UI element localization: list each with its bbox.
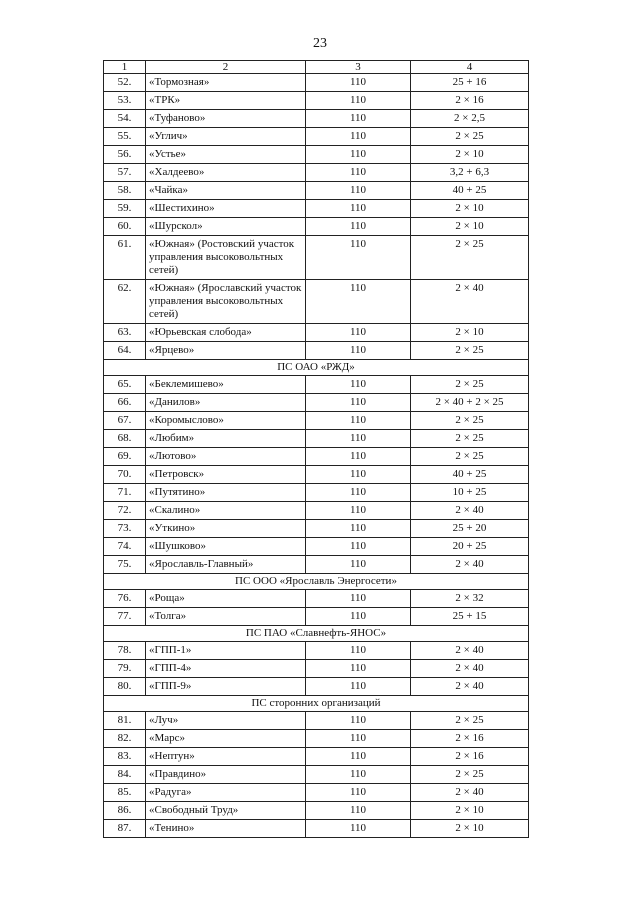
substation-name: «Правдино» — [146, 766, 306, 784]
capacity-cell: 2 × 10 — [411, 200, 529, 218]
substation-name: «ГПП-4» — [146, 660, 306, 678]
voltage-cell: 110 — [306, 802, 411, 820]
table-row — [104, 218, 529, 236]
substation-name: «Ярославль-Главный» — [146, 556, 306, 574]
substation-name: «Путятино» — [146, 484, 306, 502]
voltage-cell: 110 — [306, 280, 411, 324]
substation-name: «Углич» — [146, 128, 306, 146]
section-title: ПС ОАО «РЖД» — [104, 360, 529, 376]
row-number: 82. — [104, 730, 146, 748]
capacity-cell: 2 × 25 — [411, 236, 529, 280]
voltage-cell: 110 — [306, 200, 411, 218]
row-number: 63. — [104, 324, 146, 342]
section-header-row — [104, 360, 529, 376]
substation-name: «Туфаново» — [146, 110, 306, 128]
capacity-cell: 2 × 40 — [411, 642, 529, 660]
voltage-cell: 110 — [306, 110, 411, 128]
row-number: 70. — [104, 466, 146, 484]
row-number: 87. — [104, 820, 146, 838]
voltage-cell: 110 — [306, 430, 411, 448]
capacity-cell: 2 × 25 — [411, 412, 529, 430]
capacity-cell: 2 × 16 — [411, 748, 529, 766]
row-number: 66. — [104, 394, 146, 412]
table-row — [104, 324, 529, 342]
table-row — [104, 342, 529, 360]
substation-name: «Данилов» — [146, 394, 306, 412]
table-row — [104, 678, 529, 696]
row-number: 72. — [104, 502, 146, 520]
capacity-cell: 2 × 10 — [411, 146, 529, 164]
substation-name: «Нептун» — [146, 748, 306, 766]
capacity-cell: 2 × 25 — [411, 712, 529, 730]
capacity-cell: 2 × 2,5 — [411, 110, 529, 128]
table-row — [104, 556, 529, 574]
table-row — [104, 200, 529, 218]
row-number: 56. — [104, 146, 146, 164]
table-body — [104, 74, 529, 838]
voltage-cell: 110 — [306, 712, 411, 730]
capacity-cell: 25 + 20 — [411, 520, 529, 538]
capacity-cell: 25 + 15 — [411, 608, 529, 626]
section-header-row — [104, 696, 529, 712]
voltage-cell: 110 — [306, 730, 411, 748]
voltage-cell: 110 — [306, 466, 411, 484]
substation-name: «Петровск» — [146, 466, 306, 484]
table-row — [104, 376, 529, 394]
table-row — [104, 182, 529, 200]
section-header-row — [104, 626, 529, 642]
capacity-cell: 40 + 25 — [411, 182, 529, 200]
capacity-cell: 2 × 25 — [411, 342, 529, 360]
table-row — [104, 748, 529, 766]
column-header: 2 — [146, 61, 306, 74]
row-number: 79. — [104, 660, 146, 678]
row-number: 68. — [104, 430, 146, 448]
row-number: 65. — [104, 376, 146, 394]
substation-name: «Шестихино» — [146, 200, 306, 218]
voltage-cell: 110 — [306, 484, 411, 502]
capacity-cell: 2 × 25 — [411, 766, 529, 784]
capacity-cell: 2 × 25 — [411, 448, 529, 466]
section-header-row — [104, 574, 529, 590]
table-row — [104, 236, 529, 280]
row-number: 69. — [104, 448, 146, 466]
table-row — [104, 466, 529, 484]
voltage-cell: 110 — [306, 820, 411, 838]
table-row — [104, 802, 529, 820]
capacity-cell: 3,2 + 6,3 — [411, 164, 529, 182]
substation-name: «Устье» — [146, 146, 306, 164]
capacity-cell: 2 × 16 — [411, 92, 529, 110]
table-row — [104, 448, 529, 466]
substation-name: «Коромыслово» — [146, 412, 306, 430]
capacity-cell: 2 × 40 — [411, 678, 529, 696]
row-number: 61. — [104, 236, 146, 280]
row-number: 53. — [104, 92, 146, 110]
substation-name: «Уткино» — [146, 520, 306, 538]
row-number: 74. — [104, 538, 146, 556]
voltage-cell: 110 — [306, 74, 411, 92]
row-number: 78. — [104, 642, 146, 660]
table-header-row — [104, 61, 529, 74]
voltage-cell: 110 — [306, 412, 411, 430]
voltage-cell: 110 — [306, 218, 411, 236]
table-row — [104, 280, 529, 324]
voltage-cell: 110 — [306, 748, 411, 766]
substation-name: «Луч» — [146, 712, 306, 730]
voltage-cell: 110 — [306, 236, 411, 280]
row-number: 58. — [104, 182, 146, 200]
substation-name: «Толга» — [146, 608, 306, 626]
substation-name: «Шушково» — [146, 538, 306, 556]
table-row — [104, 430, 529, 448]
column-header: 1 — [104, 61, 146, 74]
table-row — [104, 642, 529, 660]
capacity-cell: 20 + 25 — [411, 538, 529, 556]
voltage-cell: 110 — [306, 394, 411, 412]
substation-name: «Южная» (Ярославский участок управления высоковольтных сетей) — [146, 280, 306, 324]
capacity-cell: 2 × 10 — [411, 324, 529, 342]
voltage-cell: 110 — [306, 448, 411, 466]
substation-name: «Тормозная» — [146, 74, 306, 92]
table-row — [104, 520, 529, 538]
voltage-cell: 110 — [306, 556, 411, 574]
table-row — [104, 394, 529, 412]
capacity-cell: 2 × 40 — [411, 660, 529, 678]
voltage-cell: 110 — [306, 128, 411, 146]
substation-name: «Радуга» — [146, 784, 306, 802]
table-row — [104, 820, 529, 838]
substation-name: «Шурскол» — [146, 218, 306, 236]
section-title: ПС ПАО «Славнефть-ЯНОС» — [104, 626, 529, 642]
capacity-cell: 2 × 40 — [411, 280, 529, 324]
table-row — [104, 502, 529, 520]
section-title: ПС сторонних организаций — [104, 696, 529, 712]
row-number: 67. — [104, 412, 146, 430]
row-number: 86. — [104, 802, 146, 820]
row-number: 59. — [104, 200, 146, 218]
substation-name: «Любим» — [146, 430, 306, 448]
substation-name: «Скалино» — [146, 502, 306, 520]
capacity-cell: 40 + 25 — [411, 466, 529, 484]
table-row — [104, 164, 529, 182]
table-row — [104, 412, 529, 430]
voltage-cell: 110 — [306, 678, 411, 696]
capacity-cell: 2 × 10 — [411, 802, 529, 820]
row-number: 54. — [104, 110, 146, 128]
voltage-cell: 110 — [306, 92, 411, 110]
row-number: 60. — [104, 218, 146, 236]
row-number: 64. — [104, 342, 146, 360]
row-number: 75. — [104, 556, 146, 574]
substation-name: «Свободный Труд» — [146, 802, 306, 820]
capacity-cell: 2 × 40 — [411, 784, 529, 802]
table-row — [104, 712, 529, 730]
table-row — [104, 128, 529, 146]
row-number: 81. — [104, 712, 146, 730]
table-row — [104, 590, 529, 608]
voltage-cell: 110 — [306, 642, 411, 660]
table-row — [104, 660, 529, 678]
capacity-cell: 10 + 25 — [411, 484, 529, 502]
voltage-cell: 110 — [306, 164, 411, 182]
voltage-cell: 110 — [306, 784, 411, 802]
capacity-cell: 2 × 40 — [411, 556, 529, 574]
voltage-cell: 110 — [306, 660, 411, 678]
row-number: 62. — [104, 280, 146, 324]
voltage-cell: 110 — [306, 608, 411, 626]
voltage-cell: 110 — [306, 590, 411, 608]
table-row — [104, 730, 529, 748]
table-row — [104, 766, 529, 784]
substation-name: «Тенино» — [146, 820, 306, 838]
substation-name: «Беклемишево» — [146, 376, 306, 394]
capacity-cell: 2 × 25 — [411, 430, 529, 448]
voltage-cell: 110 — [306, 324, 411, 342]
table-row — [104, 74, 529, 92]
voltage-cell: 110 — [306, 146, 411, 164]
capacity-cell: 2 × 10 — [411, 820, 529, 838]
substation-name: «ГПП-9» — [146, 678, 306, 696]
capacity-cell: 2 × 40 + 2 × 25 — [411, 394, 529, 412]
voltage-cell: 110 — [306, 766, 411, 784]
row-number: 57. — [104, 164, 146, 182]
page-number: 23 — [313, 36, 327, 51]
voltage-cell: 110 — [306, 520, 411, 538]
voltage-cell: 110 — [306, 342, 411, 360]
voltage-cell: 110 — [306, 376, 411, 394]
row-number: 55. — [104, 128, 146, 146]
capacity-cell: 2 × 32 — [411, 590, 529, 608]
table-row — [104, 484, 529, 502]
row-number: 84. — [104, 766, 146, 784]
substation-name: «Юрьевская слобода» — [146, 324, 306, 342]
row-number: 76. — [104, 590, 146, 608]
row-number: 85. — [104, 784, 146, 802]
column-header: 3 — [306, 61, 411, 74]
voltage-cell: 110 — [306, 502, 411, 520]
table-row — [104, 784, 529, 802]
capacity-cell: 2 × 10 — [411, 218, 529, 236]
row-number: 77. — [104, 608, 146, 626]
row-number: 80. — [104, 678, 146, 696]
substations-table — [103, 60, 529, 838]
row-number: 83. — [104, 748, 146, 766]
substation-name: «Халдеево» — [146, 164, 306, 182]
voltage-cell: 110 — [306, 538, 411, 556]
substation-name: «Чайка» — [146, 182, 306, 200]
column-header: 4 — [411, 61, 529, 74]
substation-name: «Роща» — [146, 590, 306, 608]
capacity-cell: 2 × 40 — [411, 502, 529, 520]
table-row — [104, 92, 529, 110]
capacity-cell: 2 × 25 — [411, 376, 529, 394]
substation-name: «ТРК» — [146, 92, 306, 110]
table-row — [104, 110, 529, 128]
row-number: 73. — [104, 520, 146, 538]
row-number: 71. — [104, 484, 146, 502]
table-row — [104, 608, 529, 626]
table-row — [104, 538, 529, 556]
substation-name: «Марс» — [146, 730, 306, 748]
row-number: 52. — [104, 74, 146, 92]
substation-name: «Лютово» — [146, 448, 306, 466]
substation-name: «Ярцево» — [146, 342, 306, 360]
section-title: ПС ООО «Ярославль Энергосети» — [104, 574, 529, 590]
capacity-cell: 2 × 16 — [411, 730, 529, 748]
capacity-cell: 25 + 16 — [411, 74, 529, 92]
voltage-cell: 110 — [306, 182, 411, 200]
table-row — [104, 146, 529, 164]
capacity-cell: 2 × 25 — [411, 128, 529, 146]
substation-name: «ГПП-1» — [146, 642, 306, 660]
substation-name: «Южная» (Ростовский участок управления высоковольтных сетей) — [146, 236, 306, 280]
